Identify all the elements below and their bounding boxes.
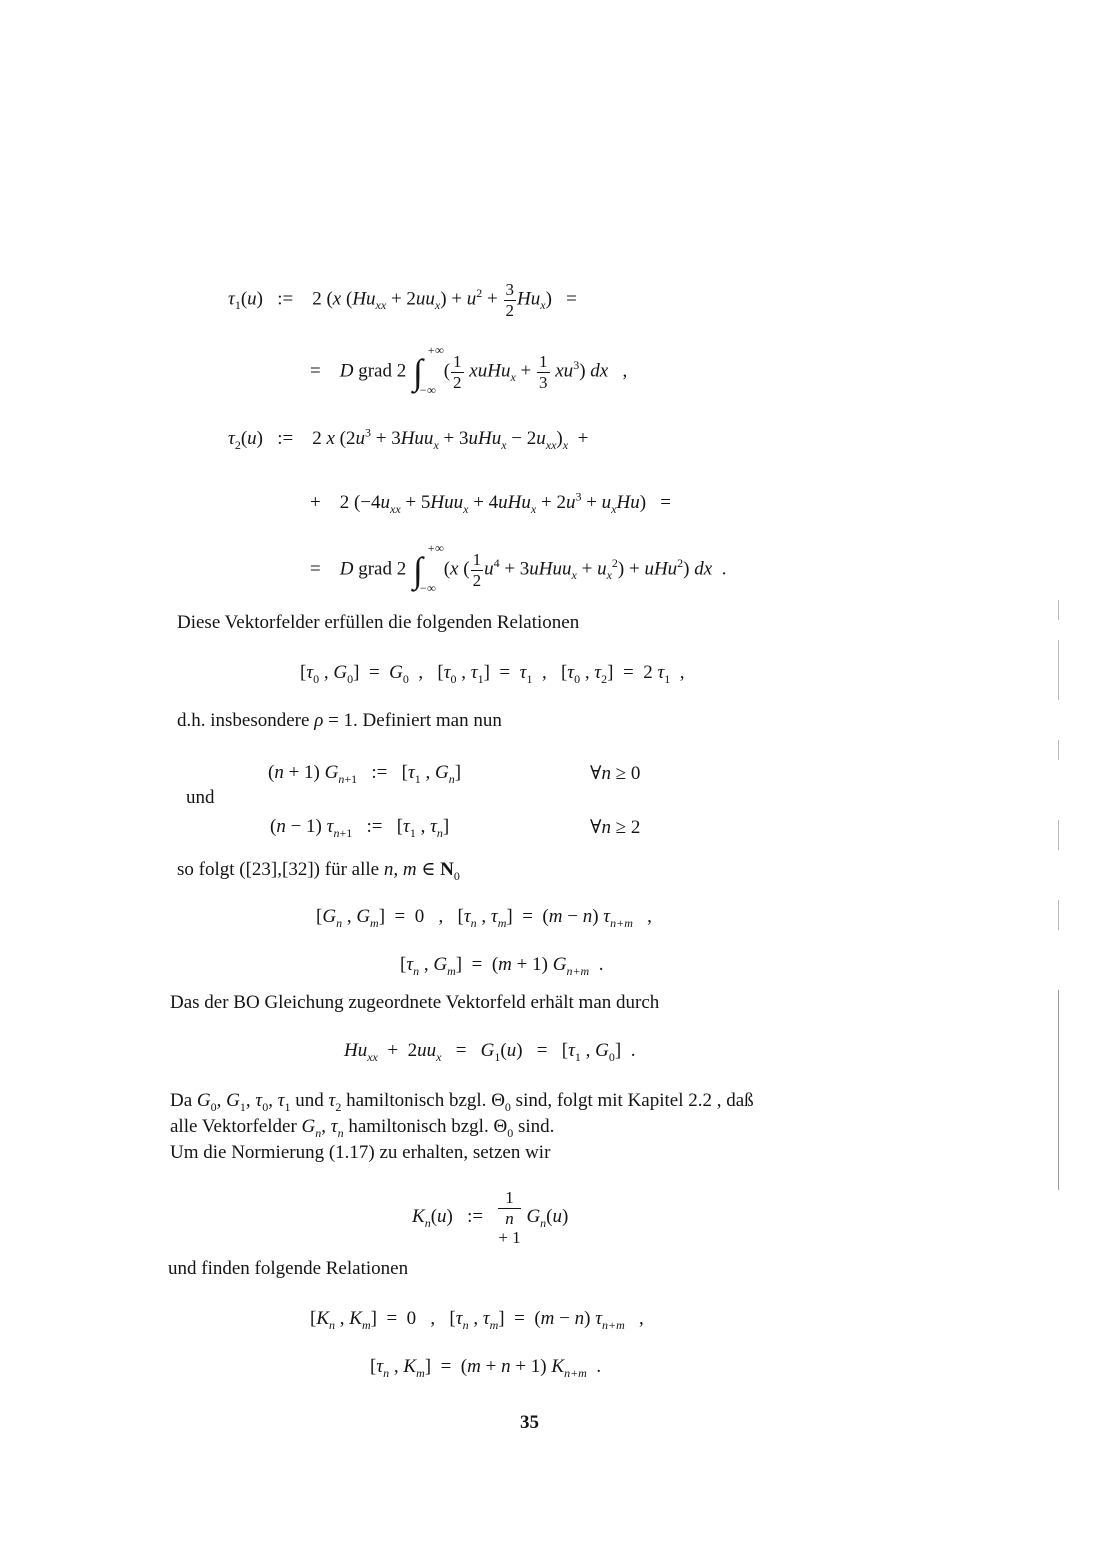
paragraph-finden: und finden folgende Relationen: [168, 1258, 409, 1279]
eq-K-algebra-1: [$K_n$ , $K_m] = 0$ , [$\tau_n$ , $\tau_m] = (m - n)$ $\tau_{n+m}$ ,: [310, 1308, 644, 1332]
eq-K-def: $K_n(u)$ := 1 n + 1 $G_n(u)$: [412, 1188, 569, 1248]
paragraph-hamilton-1: Da $G_0$, $G_1$, $\tau_0$, $\tau_1$ und $\tau_2$ hamiltonisch bzgl. $\Theta_0$ sind, folgt mit Kapitel 2.2 , daß: [170, 1090, 754, 1114]
scan-artifact-mark: [1058, 600, 1059, 620]
paragraph-bo: Das der BO Gleichung zugeordnete Vektorfeld erhält man durch: [170, 992, 660, 1013]
paragraph-rho: d.h. insbesondere ρ = 1. Definiert man nun: [177, 710, 502, 731]
eq-recursion-tau-cond: ∀n ≥ 2: [590, 817, 641, 838]
eq-bo-field: $Hu_{xx} + 2uu_x = G_1(u) = [\tau_1$ , $G_0$] .: [344, 1040, 636, 1064]
eq-tau1-line2: = D grad 2 ∫ +∞ −∞ ( $\frac{1}{2}$ xuHu$_x$ + $\frac{1}{3}$ $xu^3$) dx ,: [310, 343, 628, 398]
eq-tau1-line1: $\tau_1(u)$ := 2 (x $(Hu_{xx} + 2uu_x) + u^2$ + $\frac{3}{2}$ $Hu_x$) =: [228, 280, 577, 320]
eq-tau2-line1: $\tau_2(u)$ := 2 x $(2u^3 + 3Huu_x + 3uHu_x - 2u_{xx})_x$ +: [228, 425, 589, 452]
paragraph-hamilton-2: alle Vektorfelder $G_n$, $\tau_n$ hamiltonisch bzgl. $\Theta_0$ sind.: [170, 1116, 555, 1140]
scan-artifact-mark: [1058, 640, 1059, 700]
eq-recursion-G: (n + 1) $G_{n+1}$ := [$\tau_1$ , $G_n$]: [268, 762, 462, 786]
eq-tau2-line2: + 2 $(-4u_{xx} + 5Huu_x + 4uHu_x + 2u^3 + u_xHu)$ =: [310, 489, 672, 516]
page-number: 35: [520, 1412, 539, 1433]
eq-algebra-2: [$\tau_n$ , $G_m] = (m + 1)$ $G_{n+m}$ .: [400, 954, 604, 978]
paragraph-relations-intro: Diese Vektorfelder erfüllen die folgenden Relationen: [177, 612, 580, 633]
eq-tau2-line3: = D grad 2 ∫ +∞ −∞ (x ( $\frac{1}{2}$ $u^4$ + 3uHuu$_x$ + $u_x^2) + uHu^2$) dx .: [310, 541, 727, 596]
paragraph-normierung: Um die Normierung (1.17) zu erhalten, setzen wir: [170, 1142, 551, 1163]
paragraph-so-folgt: so folgt ([23],[32]) für alle n, m ∈ $N_0$: [177, 859, 460, 883]
word-und: und: [186, 787, 215, 808]
scan-artifact-mark: [1058, 900, 1059, 930]
eq-recursion-tau: (n − 1) $\tau_{n+1}$ := [$\tau_1$ , $\tau_n$]: [270, 816, 450, 840]
eq-recursion-G-cond: ∀n ≥ 0: [590, 763, 641, 784]
eq-algebra-1: [$G_n$ , $G_m] = 0$ , [$\tau_n$ , $\tau_m] = (m - n)$ $\tau_{n+m}$ ,: [316, 906, 652, 930]
scan-artifact-mark: [1058, 740, 1059, 760]
scan-artifact-mark: [1058, 820, 1059, 850]
scan-artifact-mark: [1058, 990, 1059, 1190]
eq-K-algebra-2: [$\tau_n$ , $K_m] = (m + n + 1)$ $K_{n+m}$ .: [370, 1356, 602, 1380]
eq-commutators-0: [$\tau_0$ , $G_0] = G_0$ , [$\tau_0$ , $\tau_1] = \tau_1$ , [$\tau_0$ , $\tau_2] = 2$ $\tau_1$ ,: [300, 662, 685, 686]
